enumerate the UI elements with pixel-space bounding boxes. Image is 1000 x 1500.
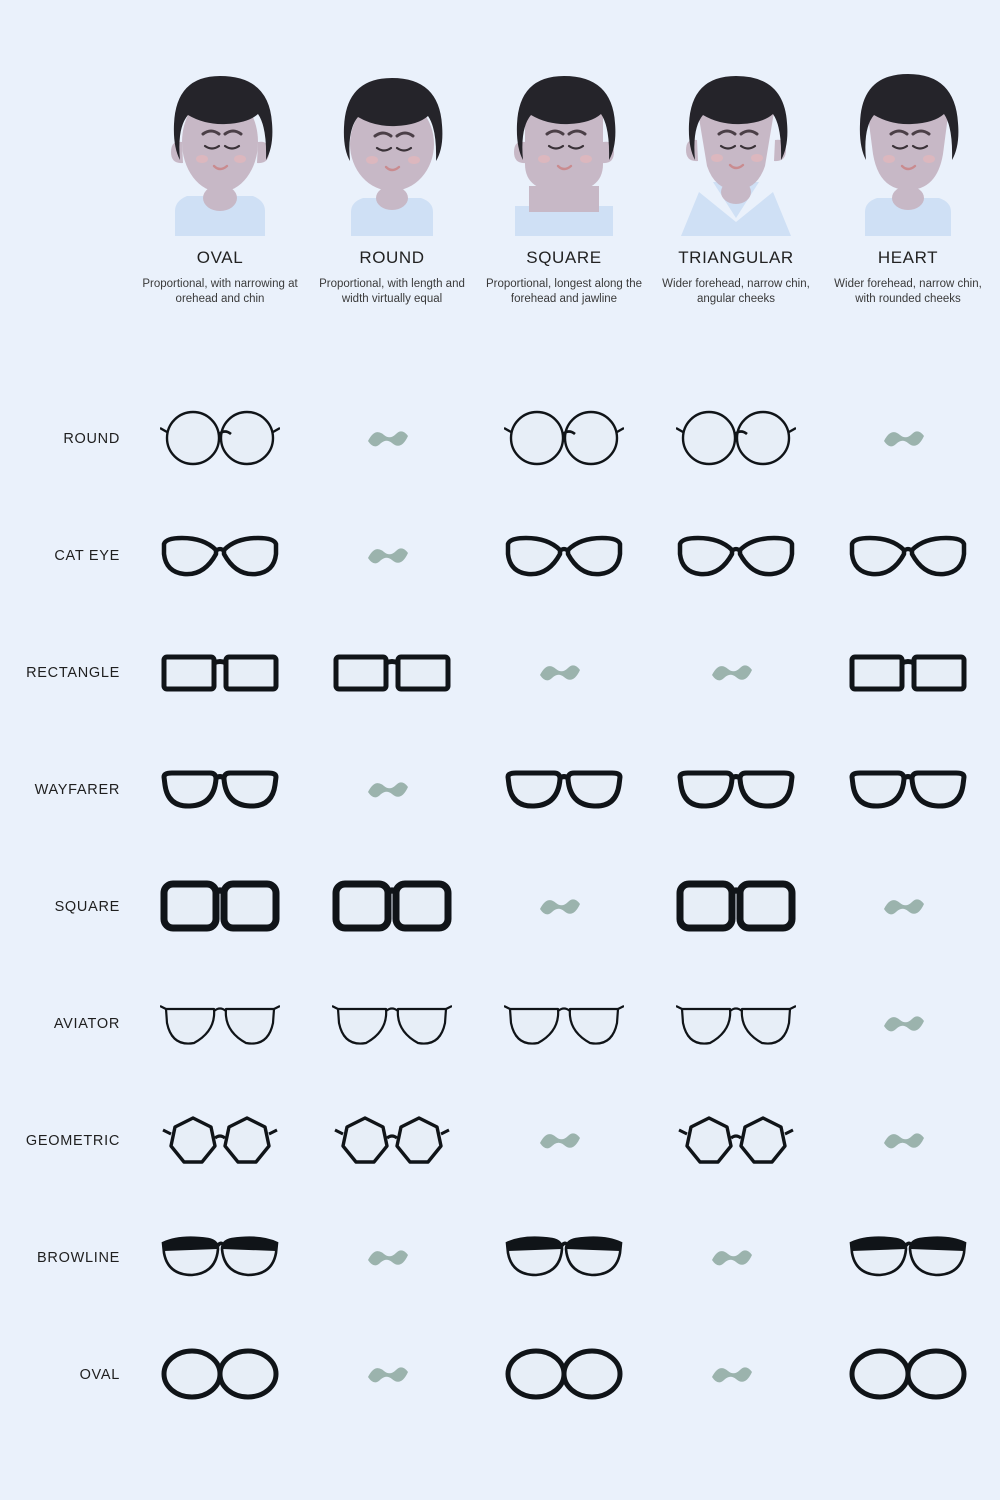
no-match-cell: [306, 1316, 478, 1433]
match-cell: [650, 965, 822, 1082]
match-cell: [134, 614, 306, 731]
oval-glasses-icon: [160, 1348, 280, 1402]
squiggle-icon: [706, 1238, 766, 1278]
squiggle-icon: [362, 419, 422, 459]
match-cell: [822, 497, 994, 614]
frame-style-label: RECTANGLE: [26, 664, 120, 681]
no-match-cell: [306, 380, 478, 497]
face-shape-oval: [134, 46, 306, 306]
wayfarer-glasses-icon: [504, 765, 624, 815]
squiggle-icon: [534, 1121, 594, 1161]
face-illustration-heart-icon: [833, 46, 983, 236]
squiggle-icon: [878, 1121, 938, 1161]
no-match-cell: [478, 1082, 650, 1199]
match-cell: [650, 497, 822, 614]
cat-eye-glasses-icon: [676, 528, 796, 584]
match-cell: [478, 965, 650, 1082]
squiggle-icon: [878, 887, 938, 927]
table-row: [0, 1316, 1000, 1433]
squiggle-icon: [878, 1004, 938, 1044]
square-glasses-icon: [332, 878, 452, 936]
no-match-cell: [478, 614, 650, 731]
no-match-cell: [822, 965, 994, 1082]
match-cell: [822, 1316, 994, 1433]
frame-style-label: ROUND: [63, 430, 120, 447]
match-cell: [822, 731, 994, 848]
face-shape-name: OVAL: [196, 248, 244, 267]
face-shape-name: HEART: [877, 248, 939, 267]
round-glasses-icon: [504, 408, 624, 470]
table-row: [0, 731, 1000, 848]
no-match-cell: [822, 848, 994, 965]
face-shape-round: [306, 46, 478, 306]
match-cell: [478, 1199, 650, 1316]
aviator-glasses-icon: [676, 997, 796, 1051]
browline-glasses-icon: [848, 1233, 968, 1283]
square-glasses-icon: [160, 878, 280, 936]
no-match-cell: [306, 1199, 478, 1316]
no-match-cell: [306, 497, 478, 614]
rectangle-glasses-icon: [160, 647, 280, 699]
frame-style-label: OVAL: [79, 1366, 120, 1383]
rectangle-glasses-icon: [332, 647, 452, 699]
face-shape-triangular: [650, 46, 822, 306]
match-cell: [306, 848, 478, 965]
match-cell: [134, 731, 306, 848]
square-glasses-icon: [676, 878, 796, 936]
face-shape-name: SQUARE: [526, 248, 602, 267]
aviator-glasses-icon: [332, 997, 452, 1051]
match-cell: [306, 1082, 478, 1199]
frame-style-label: CAT EYE: [54, 547, 120, 564]
face-shape-description: Wider forehead, narrow chin, with rounded cheeks: [834, 278, 982, 305]
frame-style-label: WAYFARER: [34, 781, 120, 798]
match-cell: [650, 1082, 822, 1199]
match-cell: [306, 965, 478, 1082]
face-shape-description: Proportional, with length and width virtually equal: [319, 278, 465, 305]
match-cell: [822, 1199, 994, 1316]
cat-eye-glasses-icon: [160, 528, 280, 584]
no-match-cell: [478, 848, 650, 965]
match-cell: [478, 497, 650, 614]
frame-style-label: BROWLINE: [37, 1249, 120, 1266]
browline-glasses-icon: [160, 1233, 280, 1283]
squiggle-icon: [878, 419, 938, 459]
round-glasses-icon: [676, 408, 796, 470]
no-match-cell: [650, 1199, 822, 1316]
table-row: [0, 380, 1000, 497]
no-match-cell: [650, 1316, 822, 1433]
squiggle-icon: [706, 1355, 766, 1395]
face-illustration-round-icon: [317, 46, 467, 236]
face-shape-name: TRIANGULAR: [678, 248, 794, 267]
squiggle-icon: [362, 536, 422, 576]
match-cell: [134, 965, 306, 1082]
match-cell: [478, 731, 650, 848]
aviator-glasses-icon: [160, 997, 280, 1051]
face-shape-description: Proportional, with narrowing at orehead and chin: [142, 278, 298, 305]
face-illustration-square-icon: [489, 46, 639, 236]
squiggle-icon: [534, 887, 594, 927]
table-row: [0, 965, 1000, 1082]
face-shape-name: ROUND: [359, 248, 425, 267]
match-cell: [478, 380, 650, 497]
squiggle-icon: [362, 1355, 422, 1395]
match-cell: [478, 1316, 650, 1433]
squiggle-icon: [706, 653, 766, 693]
oval-glasses-icon: [504, 1348, 624, 1402]
table-row: [0, 848, 1000, 965]
match-cell: [134, 1316, 306, 1433]
table-row: [0, 1199, 1000, 1316]
squiggle-icon: [534, 653, 594, 693]
no-match-cell: [650, 614, 822, 731]
no-match-cell: [822, 1082, 994, 1199]
geometric-glasses-icon: [332, 1114, 452, 1168]
table-row: [0, 1082, 1000, 1199]
wayfarer-glasses-icon: [848, 765, 968, 815]
match-cell: [134, 380, 306, 497]
face-shape-square: [478, 46, 650, 306]
face-shape-description: Wider forehead, narrow chin, angular cheeks: [662, 278, 810, 305]
geometric-glasses-icon: [676, 1114, 796, 1168]
frame-style-grid: [0, 380, 1000, 1433]
match-cell: [822, 614, 994, 731]
face-illustration-triangular-icon: [661, 46, 811, 236]
match-cell: [650, 731, 822, 848]
frame-style-label: SQUARE: [54, 898, 120, 915]
match-cell: [650, 380, 822, 497]
face-shape-description: Proportional, longest along the forehead and jawline: [486, 278, 642, 305]
no-match-cell: [822, 380, 994, 497]
browline-glasses-icon: [504, 1233, 624, 1283]
aviator-glasses-icon: [504, 997, 624, 1051]
match-cell: [134, 1199, 306, 1316]
frame-style-label: GEOMETRIC: [25, 1132, 120, 1149]
face-shape-heart: [822, 46, 994, 306]
oval-glasses-icon: [848, 1348, 968, 1402]
wayfarer-glasses-icon: [160, 765, 280, 815]
face-illustration-oval-icon: [145, 46, 295, 236]
match-cell: [306, 614, 478, 731]
squiggle-icon: [362, 770, 422, 810]
wayfarer-glasses-icon: [676, 765, 796, 815]
rectangle-glasses-icon: [848, 647, 968, 699]
match-cell: [134, 497, 306, 614]
frame-style-label: AVIATOR: [53, 1015, 120, 1032]
table-row: [0, 614, 1000, 731]
match-cell: [134, 848, 306, 965]
table-row: [0, 497, 1000, 614]
match-cell: [134, 1082, 306, 1199]
no-match-cell: [306, 731, 478, 848]
round-glasses-icon: [160, 408, 280, 470]
face-shapes-header: [0, 46, 1000, 306]
cat-eye-glasses-icon: [848, 528, 968, 584]
match-cell: [650, 848, 822, 965]
geometric-glasses-icon: [160, 1114, 280, 1168]
cat-eye-glasses-icon: [504, 528, 624, 584]
squiggle-icon: [362, 1238, 422, 1278]
